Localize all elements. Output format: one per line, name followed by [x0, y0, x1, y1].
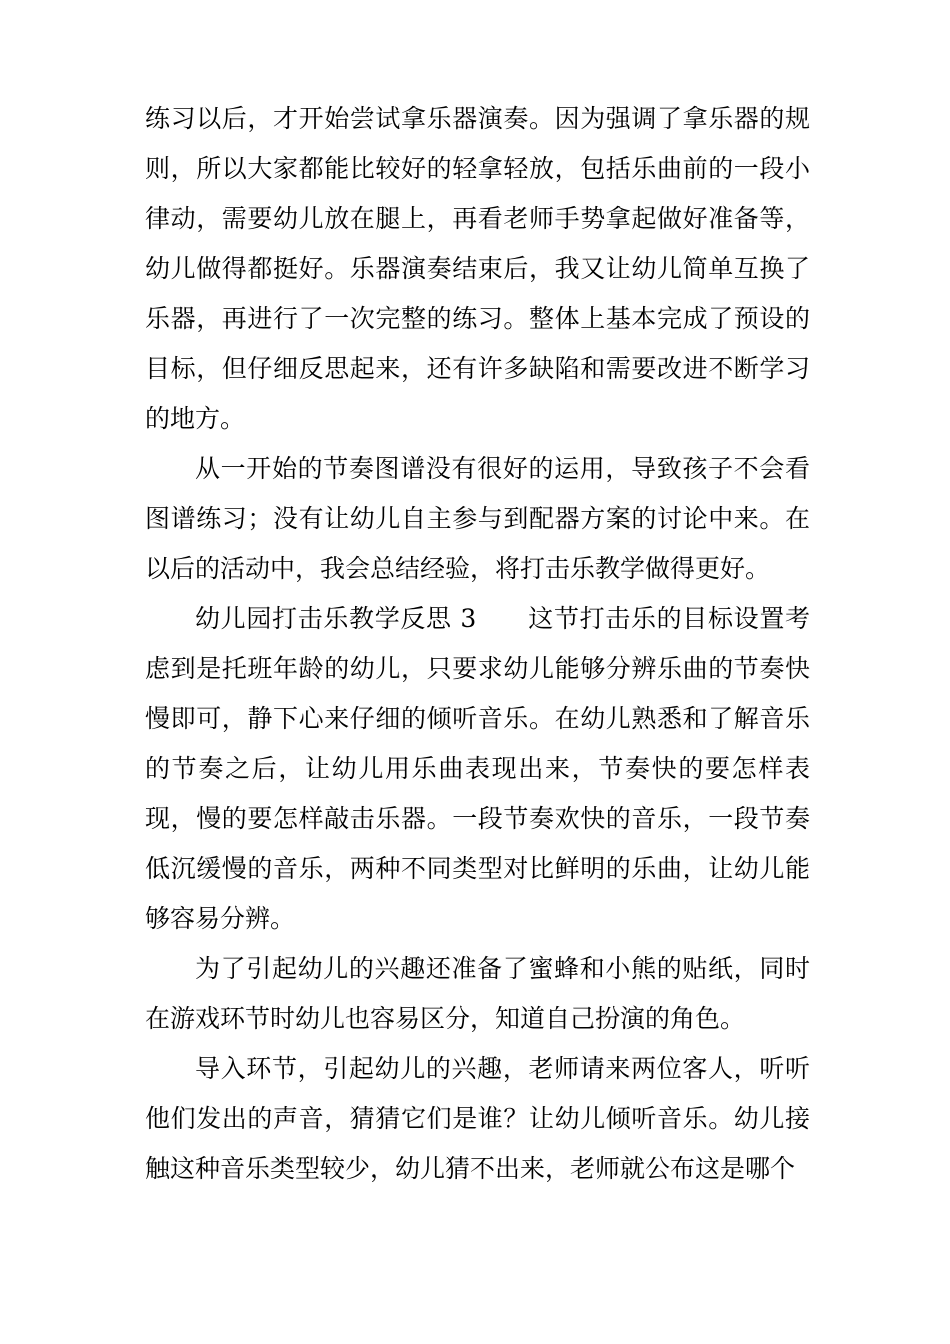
paragraph-2: 从一开始的节奏图谱没有很好的运用，导致孩子不会看图谱练习；没有让幼儿自主参与到配器方案的讨论中来。在以后的活动中，我会总结经验，将打击乐教学做得更好。	[145, 454, 810, 583]
paragraph-3: 幼儿园打击乐教学反思 3 这节打击乐的目标设置考虑到是托班年龄的幼儿，只要求幼儿能够分辨乐曲的节奏快慢即可，静下心来仔细的倾听音乐。在幼儿熟悉和了解音乐的节奏之后，让幼儿用乐曲表现出来，节奏快的要怎样表现，慢的要怎样敲击乐器。一段节奏欢快的音乐，一段节奏低沉缓慢的音乐，两种不同类型对比鲜明的乐曲，让幼儿能够容易分辨。	[145, 604, 810, 933]
document-body	[145, 94, 810, 1194]
paragraph-4: 为了引起幼儿的兴趣还准备了蜜蜂和小熊的贴纸，同时在游戏环节时幼儿也容易区分，知道自己扮演的角色。	[145, 954, 810, 1033]
paragraph-5: 导入环节，引起幼儿的兴趣，老师请来两位客人，听听他们发出的声音，猜猜它们是谁？让幼儿倾听音乐。幼儿接触这种音乐类型较少，幼儿猜不出来，老师就公布这是哪个	[145, 1054, 810, 1183]
paragraph-1: 练习以后，才开始尝试拿乐器演奏。因为强调了拿乐器的规则，所以大家都能比较好的轻拿轻放，包括乐曲前的一段小律动，需要幼儿放在腿上，再看老师手势拿起做好准备等，幼儿做得都挺好。乐器演奏结束后，我又让幼儿简单互换了乐器，再进行了一次完整的练习。整体上基本完成了预设的目标，但仔细反思起来，还有许多缺陷和需要改进不断学习的地方。	[145, 104, 810, 433]
